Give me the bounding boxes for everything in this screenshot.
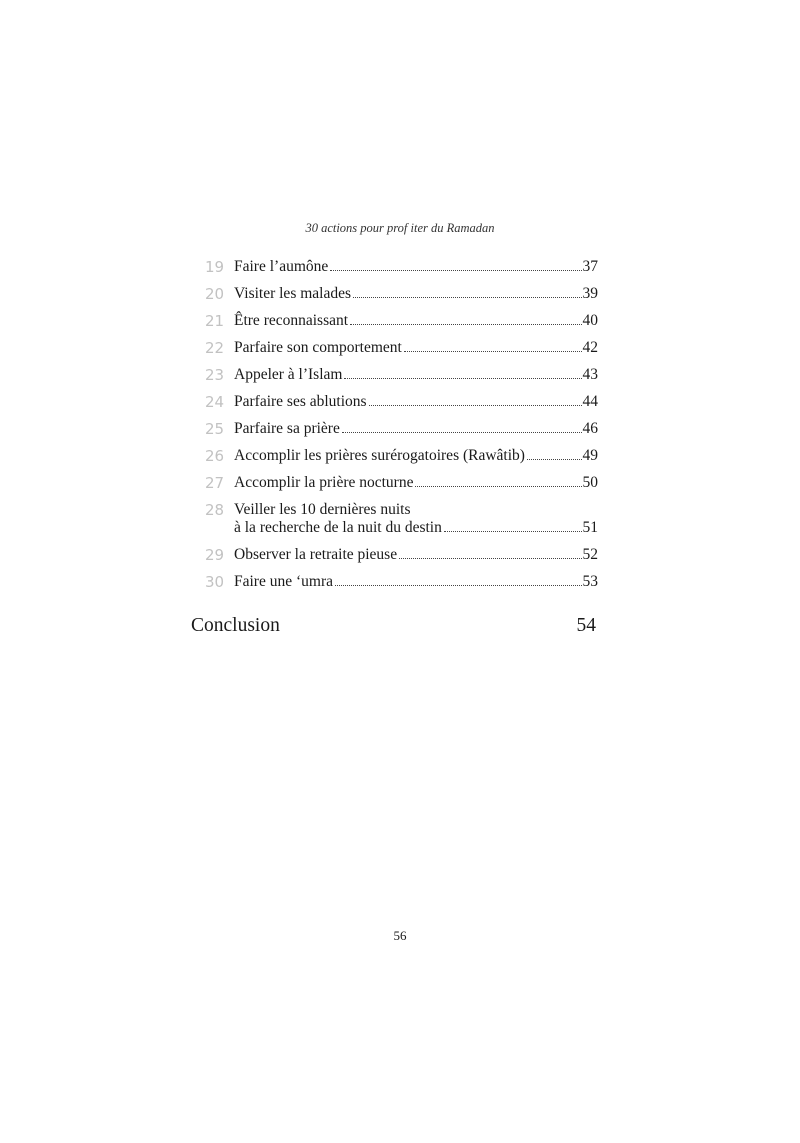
chapter-number: 26 (205, 447, 225, 465)
page-ref: 50 (582, 474, 598, 491)
page-ref: 39 (582, 285, 598, 302)
toc-entry (205, 255, 598, 282)
dot-leader (342, 432, 582, 433)
toc-entry (205, 309, 598, 336)
dot-leader (399, 558, 581, 559)
chapter-number: 19 (205, 258, 225, 276)
chapter-number: 27 (205, 474, 225, 492)
toc-entry (205, 570, 598, 597)
page-ref: 40 (582, 312, 598, 329)
table-of-contents (205, 255, 598, 597)
dot-leader (415, 486, 581, 487)
chapter-title-line-1: Veiller les 10 dernières nuits (234, 501, 411, 518)
toc-entry (205, 363, 598, 390)
chapter-title: Être reconnaissant (234, 312, 349, 329)
chapter-title: Appeler à l’Islam (234, 366, 343, 383)
page-ref: 44 (582, 393, 598, 410)
chapter-number: 24 (205, 393, 225, 411)
chapter-title-line-2: à la recherche de la nuit du destin (234, 519, 442, 536)
page-ref: 42 (582, 339, 598, 356)
dot-leader (369, 405, 582, 406)
dot-leader (344, 378, 581, 379)
dot-leader (353, 297, 581, 298)
chapter-title: Parfaire son comportement (234, 339, 402, 356)
toc-entry (205, 282, 598, 309)
toc-entry (205, 498, 598, 543)
chapter-number: 20 (205, 285, 225, 303)
chapter-number: 22 (205, 339, 225, 357)
dot-leader (527, 459, 582, 460)
chapter-title: Faire une ‘umra (234, 573, 333, 590)
running-header: 30 actions pour prof iter du Ramadan (305, 221, 495, 235)
toc-entry (205, 444, 598, 471)
dot-leader (350, 324, 581, 325)
chapter-title: Visiter les malades (234, 285, 352, 302)
chapter-number: 25 (205, 420, 225, 438)
dot-leader (330, 270, 581, 271)
chapter-title: Faire l’aumône (234, 258, 329, 275)
chapter-title: Accomplir la prière nocturne (234, 474, 414, 491)
page-number: 56 (393, 928, 407, 943)
page-ref: 46 (582, 420, 598, 437)
toc-entry (205, 390, 598, 417)
chapter-title: Parfaire sa prière (234, 420, 340, 437)
page-ref: 43 (582, 366, 598, 383)
chapter-title: Parfaire ses ablutions (234, 393, 367, 410)
conclusion-title: Conclusion (191, 615, 280, 636)
chapter-number: 30 (205, 573, 225, 591)
conclusion-page: 54 (576, 615, 596, 636)
chapter-title: Accomplir les prières surérogatoires (Rawâtib) (234, 447, 525, 464)
toc-entry (205, 471, 598, 498)
dot-leader (335, 585, 582, 586)
toc-entry (205, 543, 598, 570)
chapter-title: Observer la retraite pieuse (234, 546, 398, 563)
page-ref: 52 (582, 546, 598, 563)
toc-entry (205, 417, 598, 444)
page-ref: 37 (582, 258, 598, 275)
dot-leader (444, 531, 582, 532)
dot-leader (404, 351, 582, 352)
page-ref: 51 (582, 519, 598, 536)
chapter-number: 23 (205, 366, 225, 384)
toc-entry (205, 336, 598, 363)
chapter-number: 29 (205, 546, 225, 564)
conclusion-entry (191, 615, 596, 637)
chapter-number: 28 (205, 501, 225, 519)
page-ref: 53 (582, 573, 598, 590)
chapter-number: 21 (205, 312, 225, 330)
page-ref: 49 (582, 447, 598, 464)
